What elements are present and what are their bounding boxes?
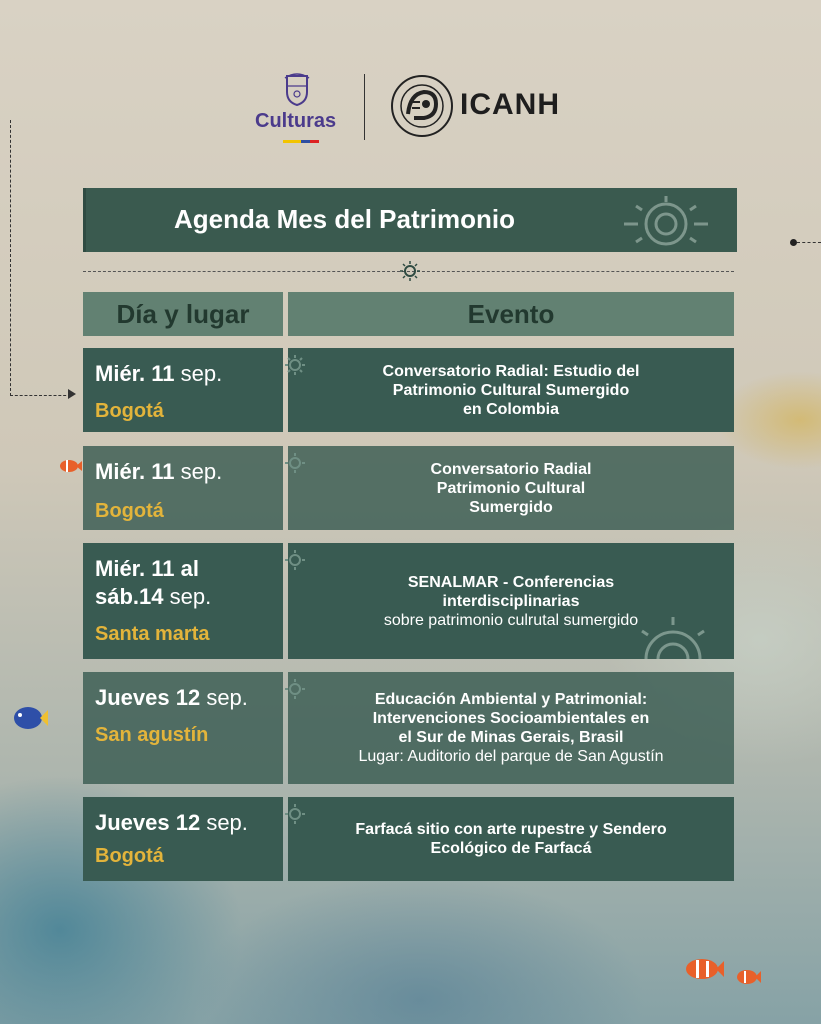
table-row-event-cell xyxy=(288,672,734,784)
place-label: Santa marta xyxy=(95,623,210,645)
table-row-date-cell xyxy=(83,446,283,530)
column-header-event: Evento xyxy=(288,292,734,336)
bluefish-icon xyxy=(12,705,48,731)
gear-icon xyxy=(284,354,306,376)
dot-icon xyxy=(790,239,797,246)
icanh-logo: ICANH xyxy=(460,88,560,121)
place-label: San agustín xyxy=(95,724,209,746)
table-row-date-cell xyxy=(83,797,283,881)
logo-header xyxy=(0,70,821,150)
sun-icon xyxy=(616,194,716,250)
colombia-crest-icon xyxy=(283,72,311,106)
event-text: Conversatorio Radial Patrimonio Cultural Sumergido xyxy=(430,460,592,516)
icanh-seal-icon xyxy=(390,74,454,138)
arrow-icon xyxy=(68,389,76,399)
clownfish-icon xyxy=(58,458,82,474)
gear-icon xyxy=(284,803,306,825)
gear-icon xyxy=(284,549,306,571)
event-text: Farfacá sitio con arte rupestre y Sendero Ecológico de Farfacá xyxy=(355,821,667,857)
page-title: Agenda Mes del Patrimonio xyxy=(174,204,515,234)
rosette-icon xyxy=(399,260,421,282)
table-row-date-cell xyxy=(83,672,283,784)
sun-icon xyxy=(628,615,718,659)
date-label: Jueves 12 sep. xyxy=(95,810,248,835)
event-text: SENALMAR - Conferencias interdisciplinarias sobre patrimonio culrutal sumergido xyxy=(383,573,639,629)
table-row-date-cell xyxy=(83,348,283,432)
culturas-logo: Culturas xyxy=(255,110,337,132)
table-row-date-cell xyxy=(83,543,283,659)
decorative-dashed-line xyxy=(10,120,71,396)
title-banner xyxy=(83,188,737,252)
event-text: Conversatorio Radial: Estudio del Patrimonio Cultural Sumergido en Colombia xyxy=(382,362,640,418)
clownfish-icon xyxy=(684,956,724,982)
date-label: Miér. 11 al sáb.14 sep. xyxy=(95,556,212,609)
event-text: Educación Ambiental y Patrimonial: Intervenciones Socioambientales en el Sur de Minas Gerais, Brasil Lugar: Auditorio del parque de San Agustín xyxy=(358,691,664,765)
table-row-event-cell xyxy=(288,543,734,659)
place-label: Bogotá xyxy=(95,500,164,522)
gear-icon xyxy=(284,452,306,474)
table-row-event-cell xyxy=(288,348,734,432)
table-row-event-cell xyxy=(288,446,734,530)
logo-divider xyxy=(364,74,365,140)
date-label: Miér. 11 sep. xyxy=(95,459,223,484)
place-label: Bogotá xyxy=(95,400,164,422)
clownfish-icon xyxy=(735,968,761,986)
column-header-day-place: Día y lugar xyxy=(83,292,283,336)
date-label: Jueves 12 sep. xyxy=(95,685,248,710)
decorative-dashed-line-right xyxy=(797,242,821,243)
table-row-event-cell xyxy=(288,797,734,881)
date-label: Miér. 11 sep. xyxy=(95,361,223,386)
gear-icon xyxy=(284,678,306,700)
flag-stripe xyxy=(283,140,319,143)
place-label: Bogotá xyxy=(95,845,164,867)
